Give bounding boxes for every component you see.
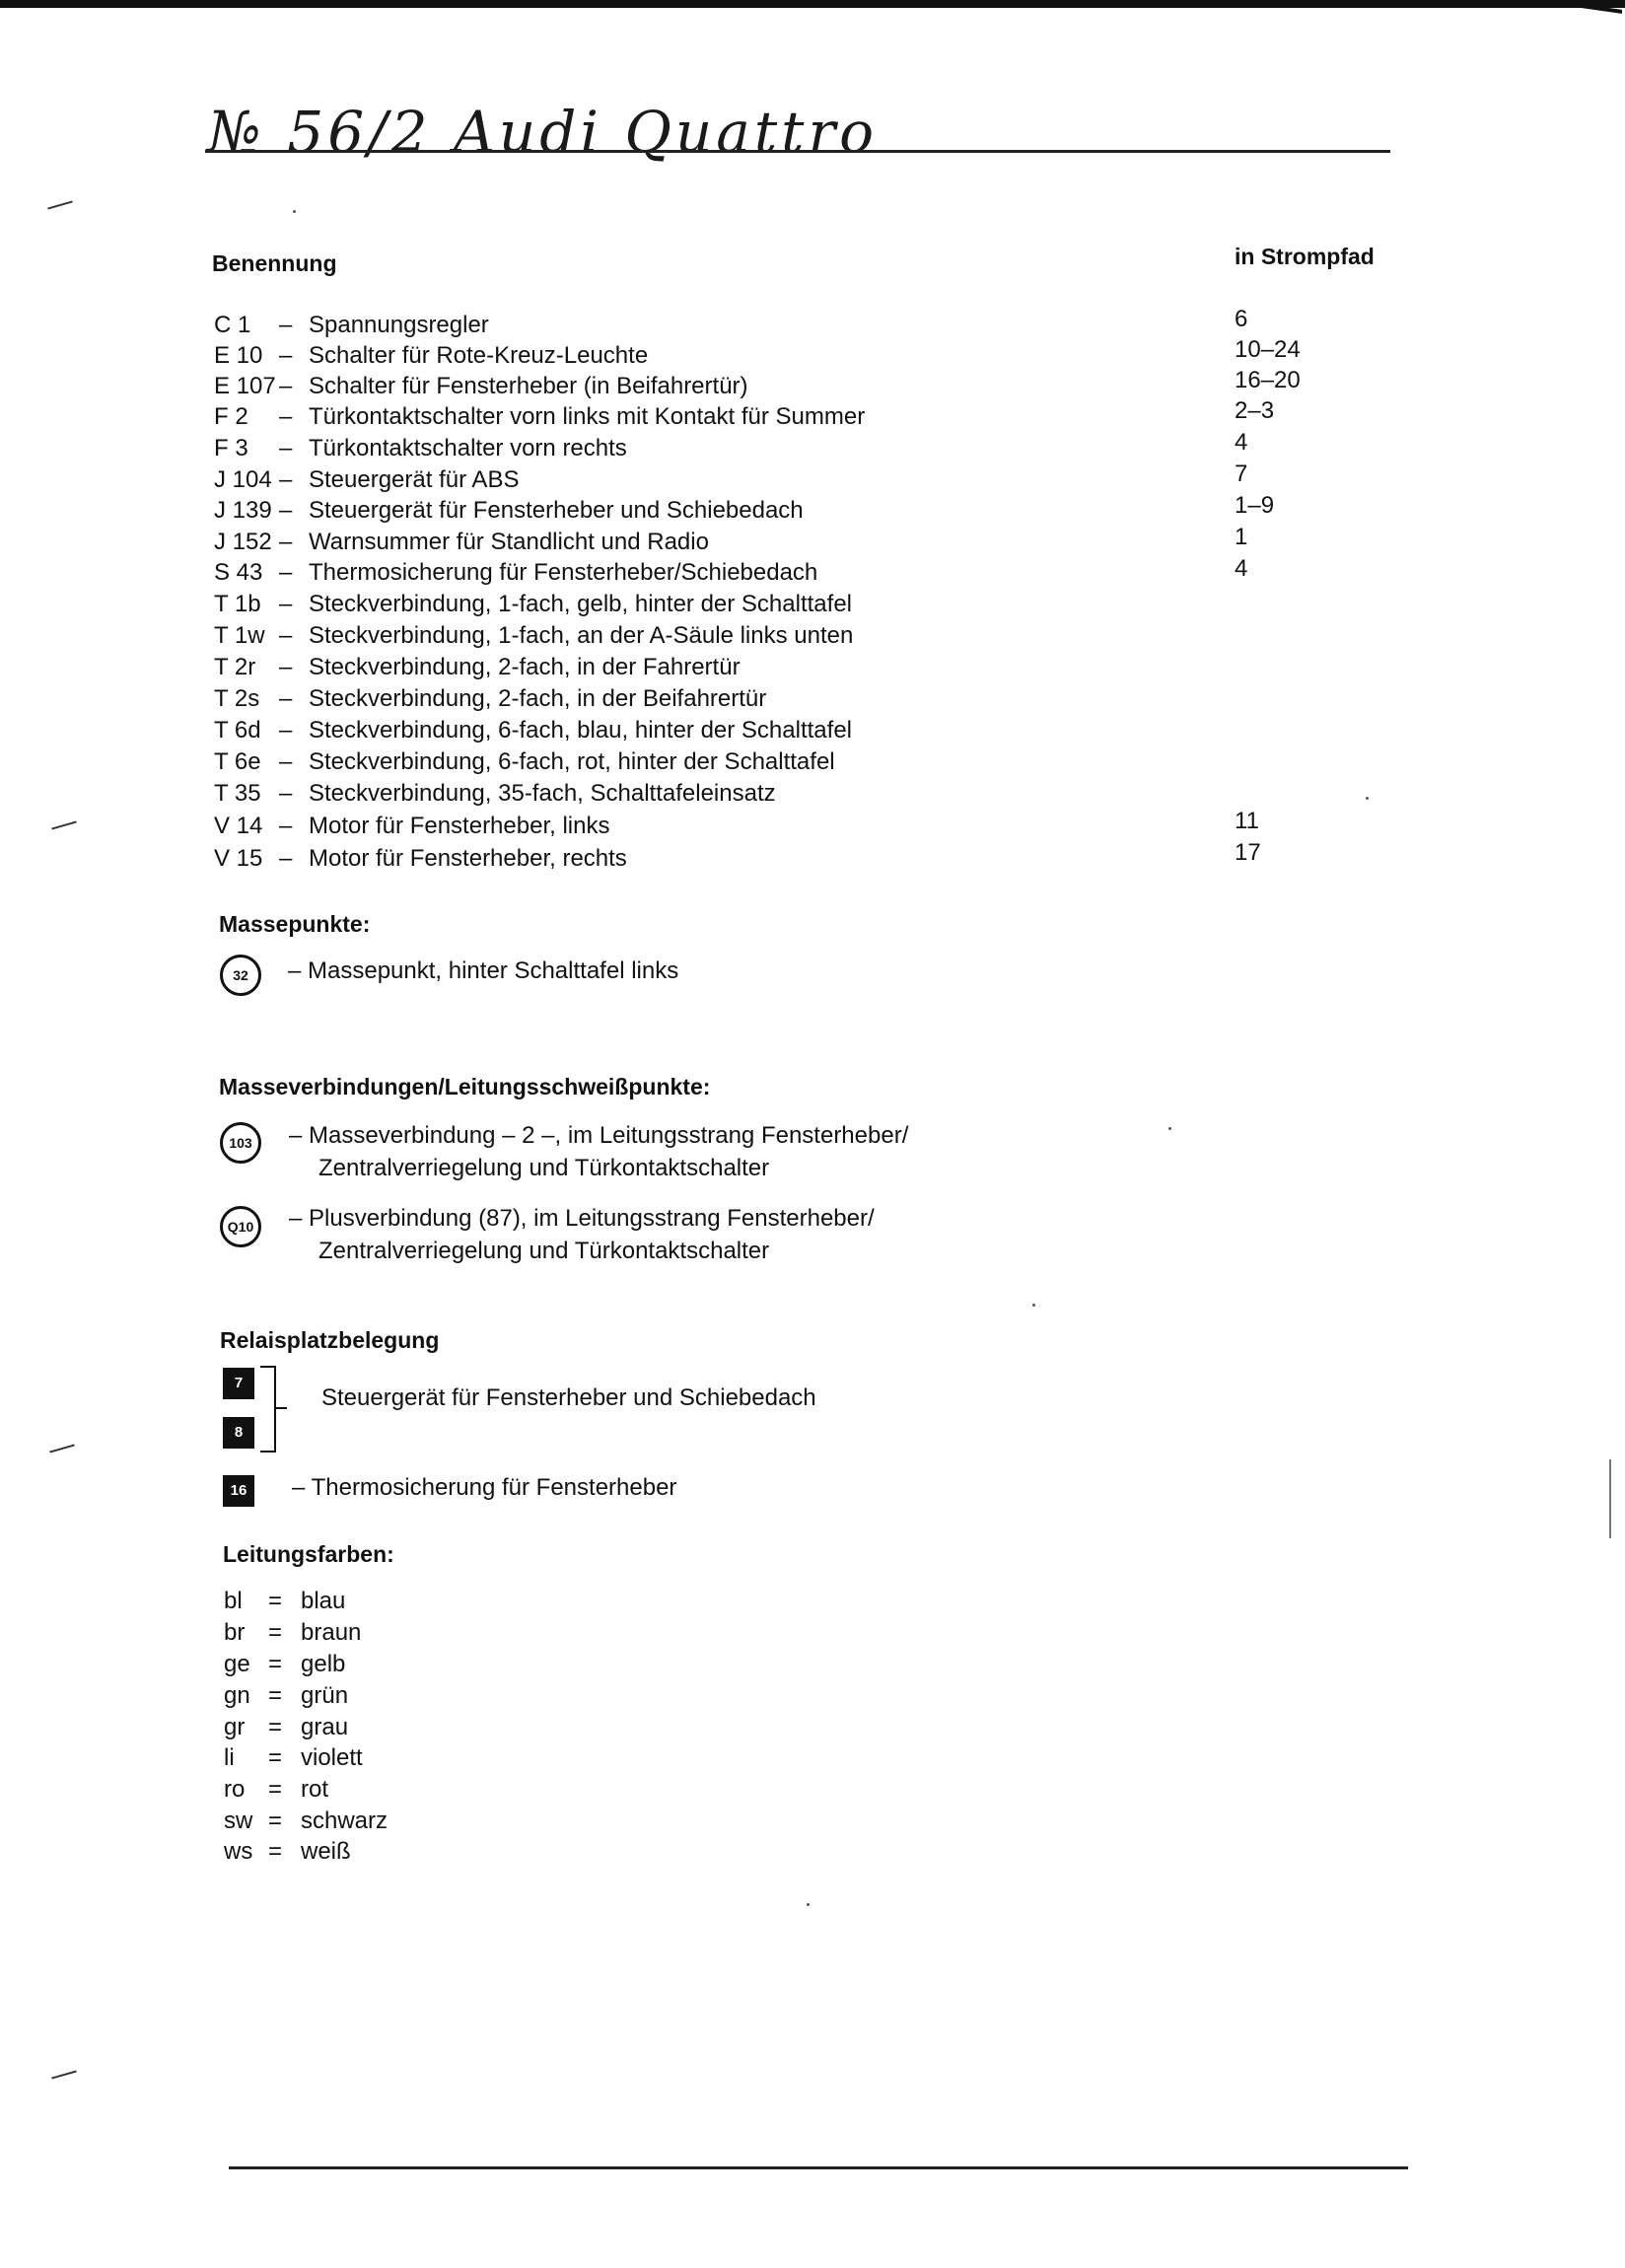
strompfad-value: 16–20	[1235, 367, 1301, 393]
component-code: T 6d	[214, 717, 261, 744]
scan-speck	[1366, 797, 1369, 800]
heading-massepunkte: Massepunkte:	[219, 911, 371, 937]
component-dash: –	[279, 654, 293, 680]
component-dash: –	[279, 748, 293, 775]
wire-color-code: sw	[224, 1807, 253, 1834]
heading-relais: Relaisplatzbelegung	[220, 1327, 440, 1353]
component-code: S 43	[214, 559, 263, 586]
component-dash: –	[279, 813, 293, 839]
strompfad-value: 4	[1235, 429, 1248, 456]
component-dash: –	[279, 497, 293, 524]
component-description: Schalter für Rote-Kreuz-Leuchte	[309, 342, 649, 369]
plus-connection-line2: Zentralverriegelung und Türkontaktschalter	[318, 1238, 770, 1264]
strompfad-value: 1–9	[1235, 492, 1275, 519]
wire-color-code: bl	[224, 1588, 243, 1614]
heading-strompfad: in Strompfad	[1235, 244, 1375, 269]
component-code: F 2	[214, 403, 248, 430]
wire-color-name: grau	[301, 1714, 349, 1740]
component-row	[214, 495, 804, 526]
strompfad-value: 17	[1235, 839, 1261, 866]
component-description: Türkontaktschalter vorn rechts	[309, 435, 627, 461]
wire-color-name: braun	[301, 1619, 362, 1646]
wire-color-name: rot	[301, 1776, 329, 1803]
strompfad-value: 11	[1235, 808, 1259, 834]
component-description: Steckverbindung, 1-fach, an der A-Säule links unten	[309, 622, 854, 649]
component-row	[214, 811, 609, 841]
strompfad-value: 6	[1235, 306, 1248, 332]
component-code: J 104	[214, 466, 272, 493]
component-code: V 14	[214, 813, 263, 839]
wire-color-row	[224, 1806, 388, 1836]
component-description: Steckverbindung, 6-fach, rot, hinter der Schalttafel	[309, 748, 835, 775]
wire-color-code: li	[224, 1744, 235, 1771]
wire-color-name: gelb	[301, 1651, 346, 1677]
component-dash: –	[279, 373, 293, 399]
component-description: Türkontaktschalter vorn links mit Kontakt für Summer	[309, 403, 866, 430]
component-row	[214, 683, 766, 714]
wire-color-row	[224, 1774, 328, 1805]
wire-color-name: grün	[301, 1682, 349, 1709]
component-code: J 152	[214, 529, 272, 555]
component-dash: –	[279, 591, 293, 617]
relay-slot-badge: 7	[223, 1368, 254, 1399]
wire-color-code: br	[224, 1619, 246, 1646]
component-description: Steckverbindung, 2-fach, in der Beifahrertür	[309, 685, 767, 712]
component-description: Steckverbindung, 2-fach, in der Fahrertür	[309, 654, 741, 680]
wire-color-row	[224, 1836, 351, 1867]
component-description: Spannungsregler	[309, 312, 489, 338]
strompfad-value: 10–24	[1235, 336, 1301, 363]
component-description: Steuergerät für ABS	[309, 466, 520, 493]
component-row	[214, 433, 627, 463]
wire-color-name: blau	[301, 1588, 346, 1614]
scan-speck	[293, 210, 296, 213]
wire-color-name: schwarz	[301, 1807, 389, 1834]
scan-speck	[1168, 1127, 1171, 1130]
relay-slot-badge: 16	[223, 1475, 254, 1507]
wire-color-row	[224, 1586, 345, 1616]
component-description: Motor für Fensterheber, links	[309, 813, 610, 839]
wire-color-code: ws	[224, 1838, 253, 1865]
component-code: T 2s	[214, 685, 260, 712]
wire-color-row	[224, 1712, 348, 1742]
component-row	[214, 843, 627, 874]
component-dash: –	[279, 403, 293, 430]
scan-speck	[807, 1903, 810, 1906]
component-row	[214, 589, 852, 619]
component-code: T 35	[214, 780, 261, 807]
scan-edge-mark	[1609, 1459, 1611, 1538]
equals-sign: =	[268, 1714, 283, 1740]
punch-mark	[49, 1444, 75, 1453]
strompfad-value: 1	[1235, 524, 1248, 550]
component-code: C 1	[214, 312, 251, 338]
ground-connection-symbol: 103	[220, 1122, 261, 1164]
punch-mark	[51, 820, 77, 829]
ground-point-description: – Massepunkt, hinter Schalttafel links	[288, 957, 679, 984]
component-code: T 1b	[214, 591, 261, 617]
equals-sign: =	[268, 1682, 283, 1709]
component-description: Thermosicherung für Fensterheber/Schiebedach	[309, 559, 818, 586]
component-description: Steckverbindung, 6-fach, blau, hinter der Schalttafel	[309, 717, 852, 744]
ground-connection-line2: Zentralverriegelung und Türkontaktschalter	[318, 1155, 770, 1181]
component-row	[214, 340, 648, 371]
component-code: T 6e	[214, 748, 261, 775]
plus-connection-line1: – Plusverbindung (87), im Leitungsstrang Fensterheber/	[289, 1205, 875, 1232]
component-row	[214, 715, 852, 745]
component-dash: –	[279, 622, 293, 649]
punch-mark	[51, 2070, 77, 2079]
component-code: E 10	[214, 342, 263, 369]
component-description: Motor für Fensterheber, rechts	[309, 845, 627, 872]
strompfad-value: 2–3	[1235, 397, 1275, 424]
wire-color-code: ro	[224, 1776, 246, 1803]
wire-color-row	[224, 1742, 363, 1773]
equals-sign: =	[268, 1776, 283, 1803]
component-dash: –	[279, 717, 293, 744]
component-code: T 1w	[214, 622, 265, 649]
component-row	[214, 778, 776, 809]
equals-sign: =	[268, 1807, 283, 1834]
equals-sign: =	[268, 1744, 283, 1771]
wire-color-row	[224, 1680, 348, 1711]
strompfad-value: 7	[1235, 461, 1248, 487]
component-description: Steckverbindung, 1-fach, gelb, hinter der Schalttafel	[309, 591, 852, 617]
component-row	[214, 557, 817, 588]
component-dash: –	[279, 845, 293, 872]
component-code: J 139	[214, 497, 272, 524]
component-code: V 15	[214, 845, 263, 872]
equals-sign: =	[268, 1619, 283, 1646]
wire-color-name: weiß	[301, 1838, 351, 1865]
strompfad-value: 4	[1235, 555, 1248, 582]
wire-color-code: gn	[224, 1682, 250, 1709]
component-code: T 2r	[214, 654, 256, 680]
ground-connection-line1: – Masseverbindung – 2 –, im Leitungsstrang Fensterheber/	[289, 1122, 909, 1149]
component-row	[214, 746, 835, 777]
heading-leitungsfarben: Leitungsfarben:	[223, 1541, 394, 1567]
component-dash: –	[279, 342, 293, 369]
wire-color-code: gr	[224, 1714, 246, 1740]
wire-color-row	[224, 1617, 361, 1648]
component-description: Steckverbindung, 35-fach, Schalttafeleinsatz	[309, 780, 776, 807]
heading-masseverbindungen: Masseverbindungen/Leitungsschweißpunkte:	[219, 1074, 711, 1099]
title-underline	[205, 150, 1390, 153]
component-dash: –	[279, 435, 293, 461]
component-row	[214, 527, 709, 557]
component-row	[214, 464, 519, 495]
component-dash: –	[279, 559, 293, 586]
component-description: Steuergerät für Fensterheber und Schiebedach	[309, 497, 804, 524]
equals-sign: =	[268, 1838, 283, 1865]
punch-mark	[47, 200, 73, 209]
scan-top-edge	[0, 0, 1625, 8]
component-row	[214, 310, 489, 340]
handwritten-title: № 56/2 Audi Quattro	[207, 99, 879, 166]
scan-speck	[1032, 1304, 1035, 1307]
component-row	[214, 620, 853, 651]
component-row	[214, 401, 865, 432]
plus-connection-symbol: Q10	[220, 1206, 261, 1247]
component-row	[214, 371, 748, 401]
relay-description: – Thermosicherung für Fensterheber	[292, 1474, 677, 1501]
relay-slot-badge: 8	[223, 1417, 254, 1449]
component-description: Warnsummer für Standlicht und Radio	[309, 529, 709, 555]
equals-sign: =	[268, 1651, 283, 1677]
component-dash: –	[279, 529, 293, 555]
bottom-rule	[229, 2166, 1408, 2169]
wire-color-name: violett	[301, 1744, 363, 1771]
component-code: F 3	[214, 435, 248, 461]
component-dash: –	[279, 312, 293, 338]
wire-color-row	[224, 1649, 345, 1679]
component-code: E 107	[214, 373, 276, 399]
relay-description: Steuergerät für Fensterheber und Schiebedach	[321, 1384, 816, 1411]
relay-bracket	[260, 1366, 276, 1453]
component-row	[214, 652, 741, 682]
component-dash: –	[279, 780, 293, 807]
relay-bracket-stub	[275, 1407, 287, 1409]
wire-color-code: ge	[224, 1651, 250, 1677]
equals-sign: =	[268, 1588, 283, 1614]
ground-point-symbol: 32	[220, 955, 261, 996]
component-description: Schalter für Fensterheber (in Beifahrertür)	[309, 373, 748, 399]
component-dash: –	[279, 685, 293, 712]
heading-benennung: Benennung	[212, 250, 337, 276]
component-dash: –	[279, 466, 293, 493]
